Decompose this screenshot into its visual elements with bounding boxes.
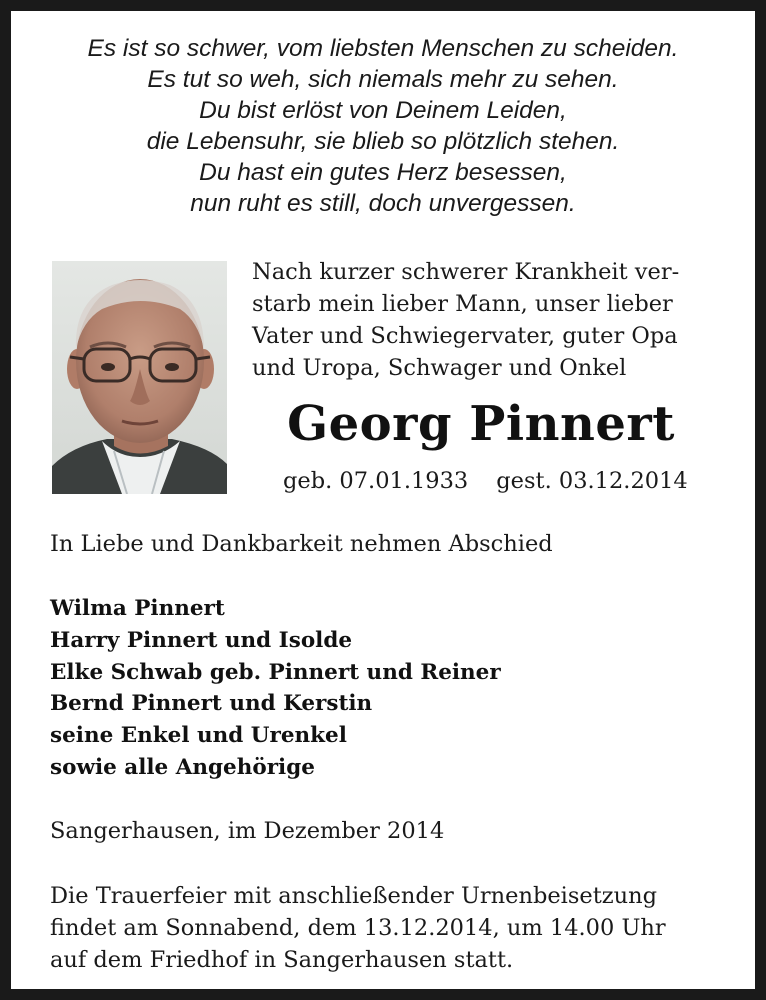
mourners-list: [50, 593, 501, 784]
poem-line: die Lebensuhr, sie blieb so plötzlich stehen.: [146, 128, 620, 155]
mourner: Wilma Pinnert: [50, 596, 225, 621]
place-date: Sangerhausen, im Dezember 2014: [50, 818, 445, 844]
poem-line: Es tut so weh, sich niemals mehr zu sehen.: [147, 66, 619, 93]
poem: [25, 33, 741, 219]
death-date: gest. 03.12.2014: [496, 468, 688, 494]
birth-date: geb. 07.01.1933: [283, 468, 469, 494]
mourner: Elke Schwab geb. Pinnert und Reiner: [50, 659, 501, 685]
funeral-line: auf dem Friedhof in Sangerhausen statt.: [50, 947, 514, 973]
life-dates: [283, 466, 688, 496]
deceased-name: Georg Pinnert: [287, 396, 675, 452]
poem-line: Du hast ein gutes Herz besessen,: [199, 159, 567, 186]
poem-line: Es ist so schwer, vom liebsten Menschen zu scheiden.: [87, 35, 679, 62]
mourner: seine Enkel und Urenkel: [50, 723, 347, 749]
intro-text: [252, 256, 734, 384]
intro-line: starb mein lieber Mann, unser lieber: [252, 291, 673, 317]
intro-line: Nach kurzer schwerer Krankheit ver-: [252, 259, 680, 285]
intro-line: Vater und Schwiegervater, guter Opa: [252, 323, 678, 349]
funeral-line: findet am Sonnabend, dem 13.12.2014, um 14.00 Uhr: [50, 915, 666, 941]
portrait-photo: [52, 261, 227, 494]
funeral-notice: [50, 880, 666, 976]
mourner: Bernd Pinnert und Kerstin: [50, 691, 373, 717]
farewell-text: In Liebe und Dankbarkeit nehmen Abschied: [50, 531, 553, 557]
funeral-line: Die Trauerfeier mit anschließender Urnenbeisetzung: [50, 883, 658, 909]
intro-line: und Uropa, Schwager und Onkel: [252, 355, 627, 381]
poem-line: Du bist erlöst von Deinem Leiden,: [199, 97, 567, 124]
portrait-photo-image: [52, 261, 227, 494]
poem-line: nun ruht es still, doch unvergessen.: [190, 190, 576, 217]
mourner: Harry Pinnert und Isolde: [50, 627, 353, 653]
mourner: sowie alle Angehörige: [50, 754, 315, 780]
